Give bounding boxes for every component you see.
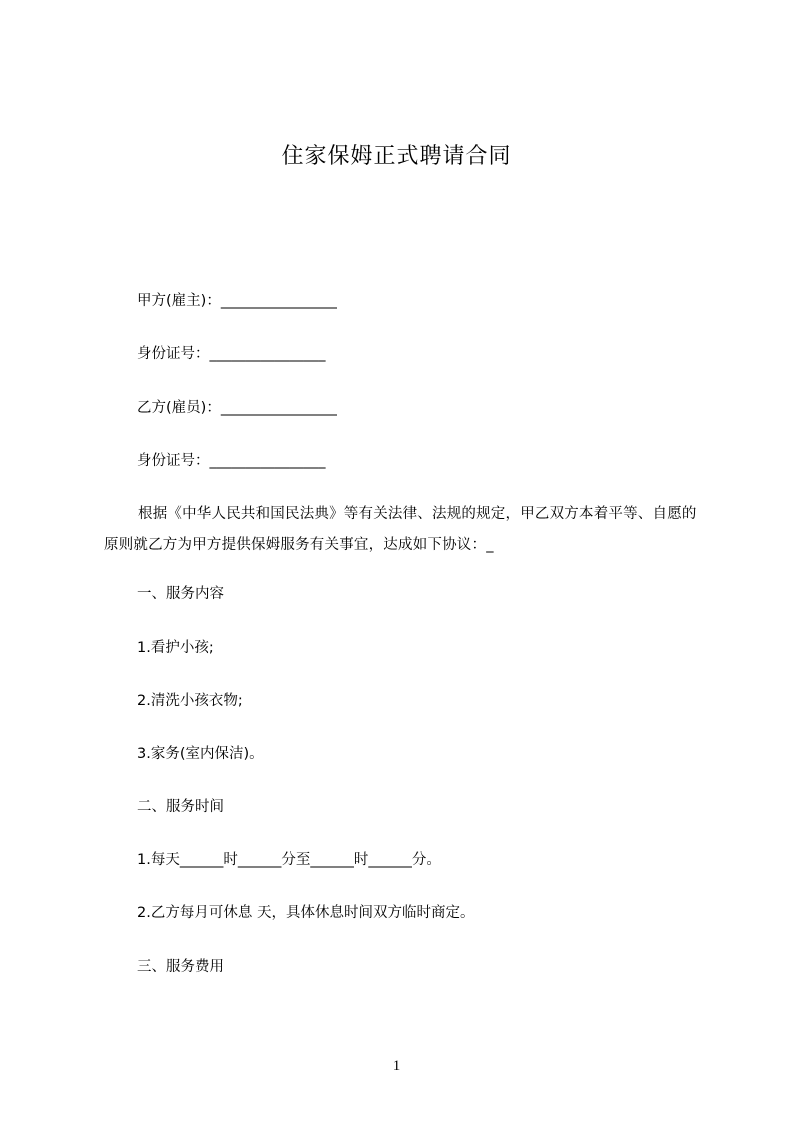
list-item: 2.清洗小孩衣物; [137,693,243,709]
party-b-id-line: 身份证号：________________ [137,453,326,469]
party-b-line: 乙方(雇员)：________________ [137,400,337,416]
section-heading-service-content: 一、服务内容 [137,586,224,602]
section-heading-service-time: 二、服务时间 [137,799,224,815]
section-heading-service-fee: 三、服务费用 [137,959,224,975]
party-a-id-line: 身份证号：________________ [137,346,326,362]
page-number: 1 [392,1058,401,1074]
list-item: 1.每天______时______分至______时______分。 [137,852,441,868]
party-a-line: 甲方(雇主)：________________ [137,293,337,309]
list-item: 3.家务(室内保洁)。 [137,746,264,762]
document-title: 住家保姆正式聘请合同 [281,144,512,169]
list-item: 1.看护小孩; [137,640,214,656]
preamble-paragraph: 根据《中华人民共和国民法典》等有关法律、法规的规定，甲乙双方本着平等、自愿的原则就乙方为甲方提供保姆服务有关事宜，达成如下协议：_ [104,506,697,553]
list-item: 2.乙方每月可休息 天，具体休息时间双方临时商定。 [137,905,475,921]
